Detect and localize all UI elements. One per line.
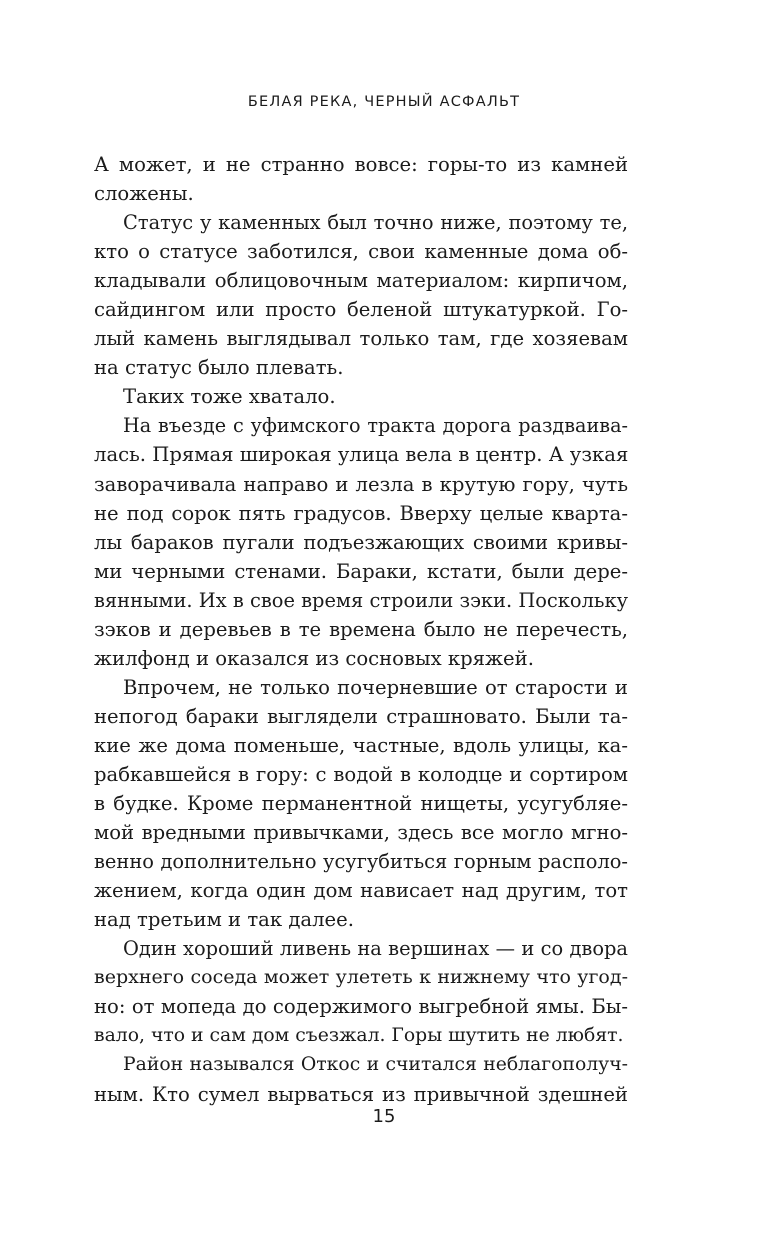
text-line: сайдингом или просто беленой штукатуркой. Го- [94,298,628,322]
body-text [94,150,628,1109]
text-line: зэков и деревьев в те времена было не перечесть, [94,617,628,641]
text-line: кто о статусе заботился, свои каменные дома об- [94,240,628,264]
text-line: вянными. Их в свое время строили зэки. Поскольку [94,588,628,612]
text-line: Статус у каменных был точно ниже, поэтому те, [123,211,628,235]
text-line: жением, когда один дом нависает над другим, тот [94,879,628,903]
page-number: 15 [372,1106,396,1127]
text-line: сложены. [94,182,194,206]
text-line: верхнего соседа может улететь к нижнему что угод- [94,966,628,989]
text-line: ным. Кто сумел вырваться из привычной здешней [94,1082,628,1106]
text-line: ми черными стенами. Бараки, кстати, были дере- [94,559,628,583]
text-line: венно дополнительно усугубиться горным располо- [94,850,628,874]
text-line: На въезде с уфимского тракта дорога раздваива- [123,414,628,438]
text-line: жилфонд и оказался из сосновых кряжей. [94,646,534,670]
text-line: в будке. Кроме перманентной нищеты, усугубляе- [94,792,628,816]
text-line: заворачивала направо и лезла в крутую гору, чуть [94,472,628,496]
text-line: лый камень выглядывал только там, где хозяевам [94,327,628,351]
text-line: непогод бараки выглядели страшновато. Были та- [94,704,628,728]
text-line: А может, и не странно вовсе: горы-то из камней [94,153,628,176]
text-line: не под сорок пять градусов. Вверху целые кварта- [94,501,628,525]
text-line: на статус было плевать. [94,356,344,380]
text-line: Таких тоже хватало. [123,385,336,409]
text-line: рабкавшейся в гору: с водой в колодце и сортиром [94,762,628,786]
running-header: БЕЛАЯ РЕКА, ЧЕРНЫЙ АСФАЛЬТ [247,94,521,110]
text-line: но: от мопеда до содержимого выгребной ямы. Бы- [94,995,628,1019]
text-line: Впрочем, не только почерневшие от старости и [123,675,628,699]
text-line: кие же дома поменьше, частные, вдоль улицы, ка- [94,733,628,757]
text-line: кладывали облицовочным материалом: кирпичом, [94,269,628,293]
text-line: Один хороший ливень на вершинах — и со двора [123,937,628,961]
text-line: над третьим и так далее. [94,908,354,932]
text-line: лы бараков пугали подъезжающих своими кривы- [94,530,628,554]
text-line: Район назывался Откос и считался неблагополуч- [123,1054,628,1076]
text-line: вало, что и сам дом съезжал. Горы шутить не любят. [94,1025,624,1047]
text-line: мой вредными привычками, здесь все могло мгно- [94,821,628,845]
text-line: лась. Прямая широкая улица вела в центр. А узкая [94,443,629,467]
